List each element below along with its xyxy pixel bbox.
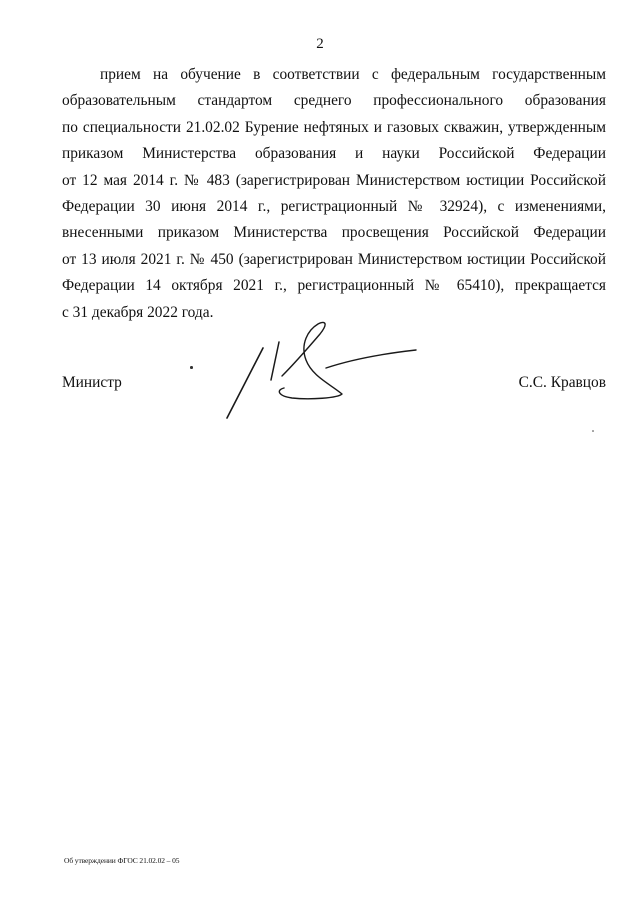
body-line: внесенными приказом Министерства просвещения Российской Федерации <box>62 224 606 242</box>
handwritten-signature <box>180 318 430 428</box>
page-number: 2 <box>316 36 324 52</box>
body-line: от 13 июля 2021 г. № 450 (зарегистрирован Министерством юстиции Российской <box>62 250 606 268</box>
body-line: Федерации 30 июня 2014 г., регистрационный № 32924), с изменениями, <box>62 197 606 215</box>
footer-reference: Об утверждении ФГОС 21.02.02 – 05 <box>64 856 180 865</box>
body-line: приказом Министерства образования и науки Российской Федерации <box>62 145 606 163</box>
body-line: от 12 мая 2014 г. № 483 (зарегистрирован Министерством юстиции Российской <box>62 171 606 189</box>
scan-speck <box>592 430 594 432</box>
signer-name: С.С. Кравцов <box>518 374 606 391</box>
body-line: по специальности 21.02.02 Бурение нефтяных и газовых скважин, утвержденным <box>62 118 606 136</box>
scan-speck <box>190 366 193 369</box>
body-line: образовательным стандартом среднего профессионального образования <box>62 92 606 110</box>
body-line: прием на обучение в соответствии с федеральным государственным <box>100 66 606 83</box>
signer-title: Министр <box>62 374 122 391</box>
body-line: Федерации 14 октября 2021 г., регистрационный № 65410), прекращается <box>62 277 606 295</box>
document-body <box>62 62 606 326</box>
body-line: с 31 декабря 2022 года. <box>62 303 214 321</box>
